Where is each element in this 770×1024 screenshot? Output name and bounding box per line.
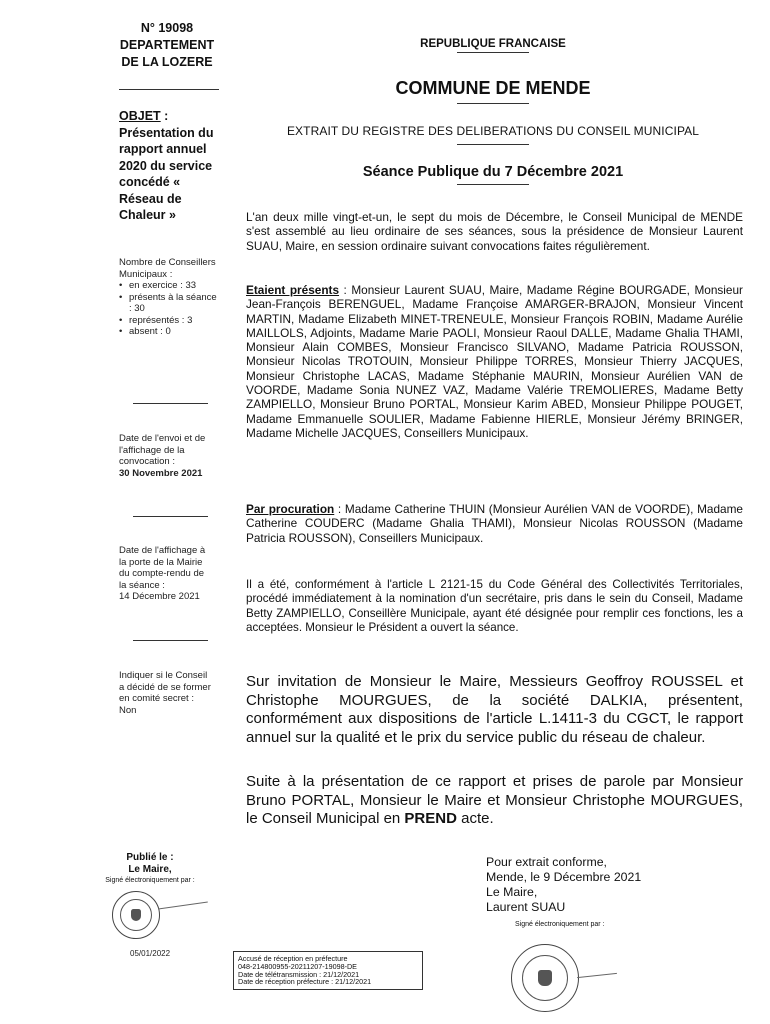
department-header bbox=[112, 20, 222, 71]
objet-label: OBJET bbox=[119, 109, 161, 123]
presents-label: Etaient présents bbox=[246, 283, 340, 297]
comite-secret-block bbox=[119, 670, 214, 716]
council-count-list bbox=[119, 280, 219, 338]
publication-date: 05/01/2022 bbox=[130, 949, 171, 958]
divider bbox=[133, 403, 208, 404]
commune-title: COMMUNE DE MENDE bbox=[230, 78, 756, 104]
signature-stroke bbox=[577, 973, 617, 978]
decision-keyword: PREND bbox=[404, 810, 457, 828]
accuse-reception-box bbox=[233, 951, 423, 990]
publication-block bbox=[85, 852, 215, 885]
accuse-reference: 048-214800955-20211207-19098-DE bbox=[238, 961, 357, 971]
signature-title: Le Maire, bbox=[486, 885, 538, 899]
republique-title: REPUBLIQUE FRANCAISE bbox=[230, 38, 756, 53]
intro-paragraph: L'an deux mille vingt-et-un, le sept du mois de Décembre, le Conseil Municipal de MENDE s'est assemblé au lieu ordinaire de ses séances, sous la présidence de Monsieur Laurent SUAU, Maire, en session ordinaire suivant convocations faites régulièrement. bbox=[246, 210, 743, 253]
signature-name: Laurent SUAU bbox=[486, 900, 566, 914]
divider bbox=[457, 52, 529, 53]
affichage-label: Date de l'affichage à la porte de la Mairie du compte-rendu de la séance : bbox=[119, 545, 206, 591]
convocation-block bbox=[119, 433, 219, 479]
council-count-block bbox=[119, 257, 219, 338]
convocation-date: 30 Novembre 2021 bbox=[119, 467, 203, 479]
accuse-reception: Date de réception préfecture : 21/12/2021 bbox=[238, 977, 372, 987]
deliberation-number: N° 19098 bbox=[140, 21, 194, 35]
count-presents: • présents à la séance : 30 bbox=[129, 292, 219, 315]
secretaire-paragraph: Il a été, conformément à l'article L 2121-15 du Code Général des Collectivités Territoriales, procédé immédiatement à la nomination d'un secrétaire, pris dans le sein du Conseil, Madame Betty ZAMPIELLO, Conseillère Municipale, ayant été désignée pour remplir ces fonctions, les a acceptées. Monsieur le Président a ouvert la séance. bbox=[246, 578, 743, 634]
presents-list: : Monsieur Laurent SUAU, Maire, Madame Régine BOURGADE, Monsieur Jean-François BERENGUEL, Madame Françoise AMARGER-BRAJON, Monsieur Vincent MARTIN, Madame Elizabeth MINET-TRENEULE, Monsieur François ROBIN, Madame Aurélie MAILLOLS, Adjoints, Madame Marie PAOLI, Monsieur Raoul DALLE, Madame Ghalia THAMI, Monsieur Alain COMBES, Monsieur Francisco SILVANO, Madame Patricia ROUSSON, Monsieur Nicolas TROTOUIN, Monsieur Philippe TORRES, Monsieur Thierry JACQUES, Monsieur Christophe LACAS, Madame Stéphanie MAURIN, Monsieur Aurélien VAN de VOORDE, Madame Sonia NUNEZ VAZ, Madame Valérie TREMOLIERES, Madame Betty ZAMPIELLO, Monsieur Bruno PORTAL, Monsieur Karim ABED, Monsieur Philippe POUGET, Madame Emmanuelle SOULIER, Madame Fabienne HIERLE, Monsieur Jérémy BRINGER, Madame Michelle JACQUES, Conseillers Municipaux. bbox=[246, 283, 743, 440]
convocation-label: Date de l'envoi et de l'affichage de la convocation : bbox=[119, 433, 206, 467]
mairie-stamp-small bbox=[112, 891, 160, 939]
count-absent: • absent : 0 bbox=[129, 326, 219, 338]
objet-block bbox=[119, 108, 219, 224]
accuse-teletransmission: Date de télétransmission : 21/12/2021 bbox=[238, 969, 360, 979]
affichage-date: 14 Décembre 2021 bbox=[119, 591, 200, 602]
objet-text: Présentation du rapport annuel 2020 du service concédé « Réseau de Chaleur » bbox=[119, 125, 214, 222]
divider bbox=[457, 103, 529, 104]
divider bbox=[457, 144, 529, 145]
publie-label: Publié le : bbox=[126, 852, 174, 863]
count-en-exercice: • en exercice : 33 bbox=[129, 280, 219, 292]
signature-place-date: Mende, le 9 Décembre 2021 bbox=[486, 870, 642, 884]
comite-secret-value: Non bbox=[119, 704, 137, 716]
divider bbox=[133, 516, 208, 517]
divider bbox=[133, 640, 208, 641]
extrait-title: EXTRAIT DU REGISTRE DES DELIBERATIONS DU CONSEIL MUNICIPAL bbox=[230, 124, 756, 145]
comite-secret-label: Indiquer si le Conseil a décidé de se former en comité secret : bbox=[119, 670, 211, 704]
council-count-title: Nombre de Conseillers Municipaux : bbox=[119, 257, 216, 280]
accuse-title: Accusé de réception en préfecture bbox=[238, 954, 348, 963]
decision-text: Suite à la présentation de ce rapport et prises de parole par Monsieur Bruno PORTAL, Monsieur le Maire et Monsieur Christophe MOURGUES, le Conseil Municipal en bbox=[246, 773, 743, 828]
decision-end: acte. bbox=[456, 810, 494, 828]
signature-stroke bbox=[158, 902, 208, 910]
maire-label: Le Maire, bbox=[128, 864, 172, 875]
procuration-paragraph bbox=[246, 502, 743, 545]
affichage-block bbox=[119, 545, 214, 603]
seance-title: Séance Publique du 7 Décembre 2021 bbox=[230, 164, 756, 185]
signe-label: Signé électroniquement par : bbox=[105, 877, 195, 884]
divider bbox=[457, 184, 529, 185]
extrait-conforme: Pour extrait conforme, bbox=[486, 855, 607, 869]
mairie-stamp bbox=[511, 944, 579, 1012]
invitation-paragraph: Sur invitation de Monsieur le Maire, Messieurs Geoffroy ROUSSEL et Christophe MOURGUES, de la société DALKIA, présentent, conformément aux dispositions de l'article L.1411-3 du CGCT, le rapport annuel sur la qualité et le prix du service public du réseau de chaleur. bbox=[246, 673, 743, 746]
objet-colon: : bbox=[160, 109, 169, 123]
divider bbox=[119, 89, 219, 90]
department-name: DE LA LOZERE bbox=[121, 55, 213, 69]
signe-electronique-label: Signé électroniquement par : bbox=[515, 921, 605, 928]
procuration-list: : Madame Catherine THUIN (Monsieur Aurélien VAN de VOORDE), Madame Catherine COUDERC (Madame Ghalia THAMI), Monsieur Nicolas ROUSSON (Madame Patricia ROUSSON), Conseillers Municipaux. bbox=[246, 502, 743, 545]
department-label: DEPARTEMENT bbox=[119, 38, 215, 52]
decision-paragraph bbox=[246, 773, 743, 829]
count-representes: • représentés : 3 bbox=[129, 315, 219, 327]
signature-block bbox=[486, 855, 686, 915]
presents-paragraph bbox=[246, 283, 743, 440]
procuration-label: Par procuration bbox=[246, 502, 335, 516]
